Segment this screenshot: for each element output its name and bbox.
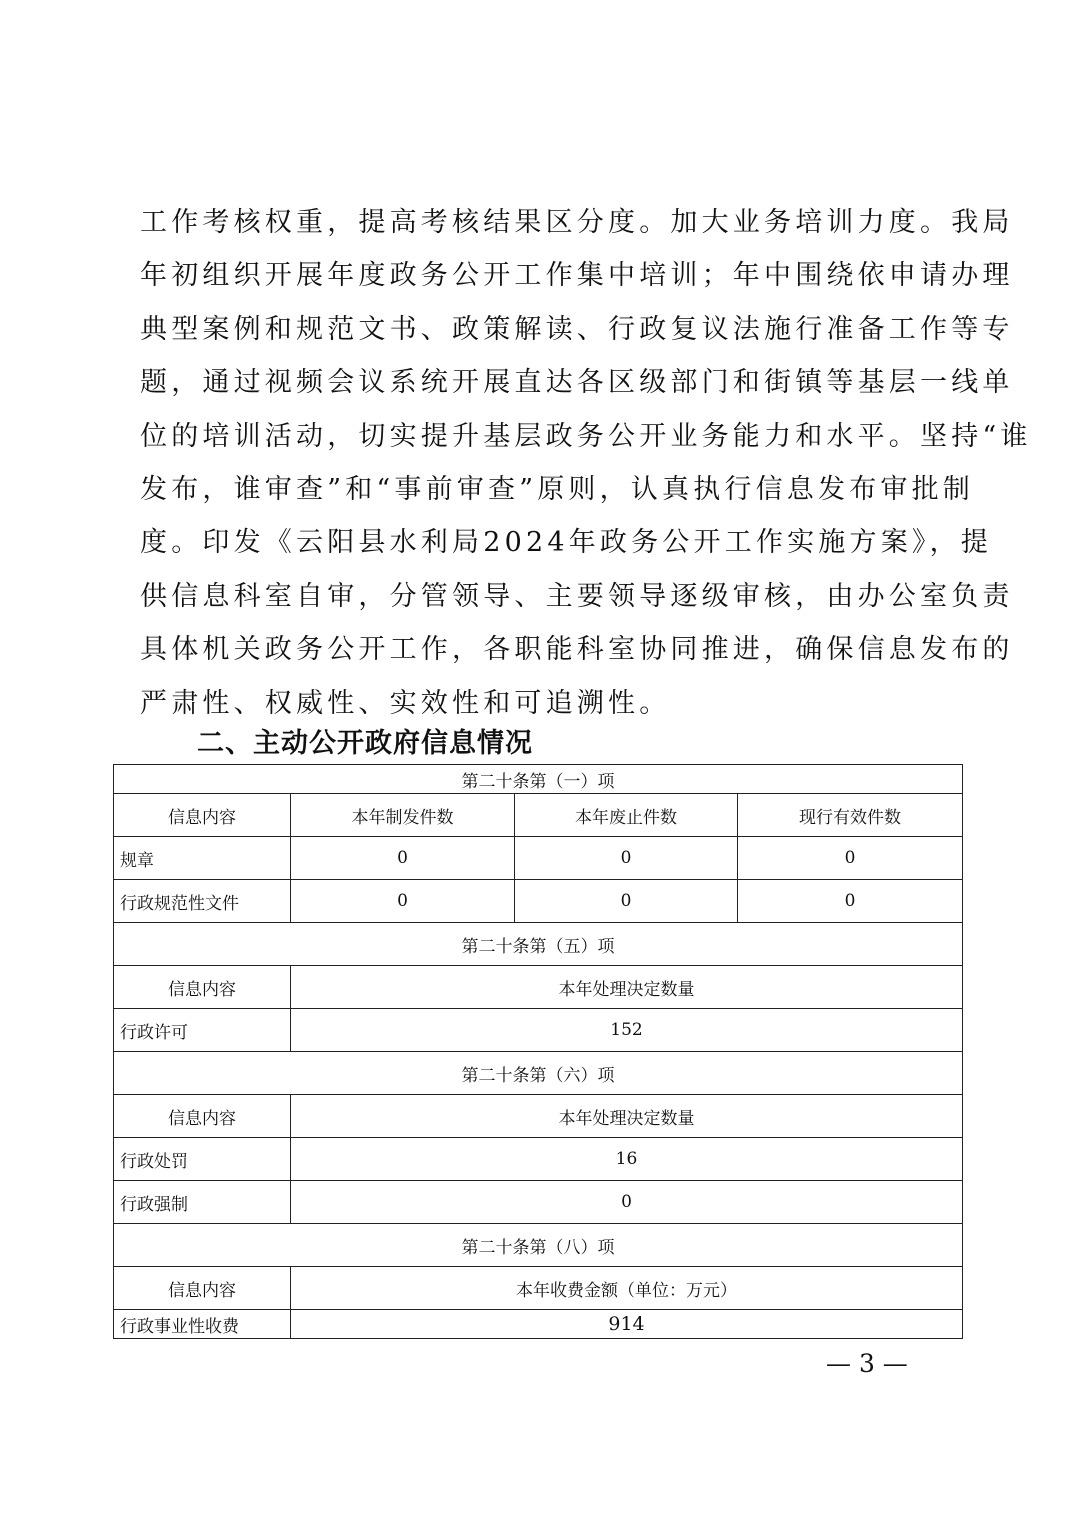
section-title: 第二十条第（一）项: [114, 765, 963, 794]
row-label: 行政事业性收费: [114, 1310, 291, 1339]
section-title: 第二十条第（五）项: [114, 923, 963, 966]
column-header: 本年废止件数: [515, 794, 738, 837]
table-cell: 0: [291, 1181, 963, 1224]
table-cell: 0: [738, 880, 963, 923]
row-label: 行政强制: [114, 1181, 291, 1224]
table-cell: 152: [291, 1009, 963, 1052]
row-label: 行政许可: [114, 1009, 291, 1052]
paragraph-line: 典型案例和规范文书、政策解读、行政复议法施行准备工作等专: [140, 313, 1014, 345]
column-header: 信息内容: [114, 966, 291, 1009]
section-title-row: [114, 765, 963, 794]
table-cell: 0: [515, 837, 738, 880]
table-cell: 0: [515, 880, 738, 923]
header-row: [114, 1095, 963, 1138]
column-header: 现行有效件数: [738, 794, 963, 837]
section-heading: 二、主动公开政府信息情况: [197, 728, 533, 759]
table-cell: 0: [291, 837, 515, 880]
header-row: [114, 794, 963, 837]
column-header: 本年处理决定数量: [291, 1095, 963, 1138]
paragraph-line: 发布，谁审查”和“事前审查”原则，认真执行信息发布审批制: [140, 473, 975, 505]
table-row: [114, 1138, 963, 1181]
section-title: 第二十条第（六）项: [114, 1052, 963, 1095]
table-row: [114, 1009, 963, 1052]
section-title-row: [114, 923, 963, 966]
table-row: [114, 1181, 963, 1224]
column-header: 信息内容: [114, 794, 291, 837]
section-title: 第二十条第（八）项: [114, 1224, 963, 1267]
column-header: 信息内容: [114, 1095, 291, 1138]
row-label: 规章: [114, 837, 291, 880]
column-header: 信息内容: [114, 1267, 291, 1310]
paragraph-line: 年初组织开展年度政务公开工作集中培训；年中围绕依申请办理: [140, 260, 1014, 292]
disclosure-table: [113, 764, 963, 1339]
column-header: 本年收费金额（单位：万元）: [291, 1267, 963, 1310]
table-row: [114, 1310, 963, 1339]
paragraph-line: 位的培训活动，切实提升基层政务公开业务能力和水平。坚持“谁: [140, 420, 1032, 452]
table-cell: 914: [291, 1310, 963, 1339]
section-title-row: [114, 1052, 963, 1095]
column-header: 本年处理决定数量: [291, 966, 963, 1009]
table-cell: 0: [738, 837, 963, 880]
header-row: [114, 1267, 963, 1310]
paragraph-line: 供信息科室自审，分管领导、主要领导逐级审核，由办公室负责: [140, 580, 1014, 612]
paragraph-line: 严肃性、权威性、实效性和可追溯性。: [140, 687, 671, 719]
header-row: [114, 966, 963, 1009]
paragraph-line: 具体机关政务公开工作，各职能科室协同推进，确保信息发布的: [140, 634, 1014, 666]
section-title-row: [114, 1224, 963, 1267]
row-label: 行政规范性文件: [114, 880, 291, 923]
column-header: 本年制发件数: [291, 794, 515, 837]
table-row: [114, 837, 963, 880]
table-cell: 0: [291, 880, 515, 923]
table-row: [114, 880, 963, 923]
row-label: 行政处罚: [114, 1138, 291, 1181]
paragraph-line: 工作考核权重，提高考核结果区分度。加大业务培训力度。我局: [140, 207, 1014, 238]
paragraph-line: 度。印发《云阳县水利局2024年政务公开工作实施方案》，提: [140, 527, 993, 559]
paragraph-line: 题，通过视频会议系统开展直达各区级部门和街镇等基层一线单: [140, 367, 1014, 399]
body-paragraph: [140, 196, 1032, 730]
page-number: — 3 —: [826, 1349, 908, 1378]
table-cell: 16: [291, 1138, 963, 1181]
